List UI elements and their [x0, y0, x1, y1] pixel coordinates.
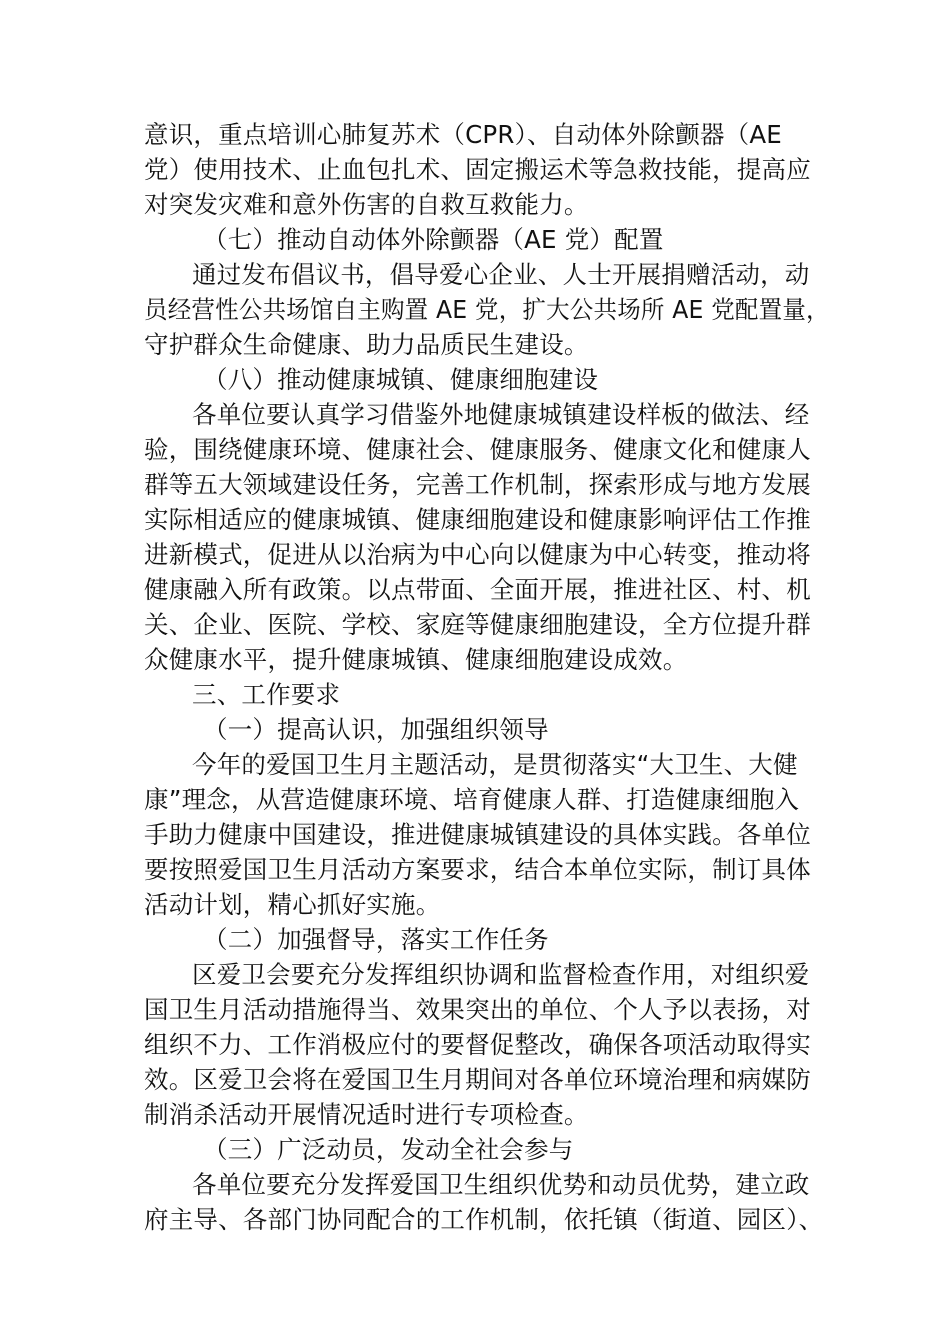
text-line: 实际相适应的健康城镇、健康细胞建设和健康影响评估工作推: [144, 505, 811, 534]
text-line: 进新模式，促进从以治病为中心向以健康为中心转变，推动将: [144, 540, 811, 569]
section-heading: （一）提高认识，加强组织领导: [203, 715, 549, 744]
text-line: 国卫生月活动措施得当、效果突出的单位、个人予以表扬，对: [144, 995, 811, 1024]
text-line: 对突发灾难和意外伤害的自救互救能力。: [144, 190, 589, 219]
text-line: 守护群众生命健康、助力品质民生建设。: [144, 330, 589, 359]
text-line: 众健康水平，提升健康城镇、健康细胞建设成效。: [144, 645, 688, 674]
section-heading: （八）推动健康城镇、健康细胞建设: [203, 365, 599, 394]
text-line: 群等五大领域建设任务，完善工作机制，探索形成与地方发展: [144, 470, 811, 499]
chapter-heading: 三、工作要求: [192, 680, 341, 709]
section-heading: （三）广泛动员，发动全社会参与: [203, 1135, 574, 1164]
text-line: 手助力健康中国建设，推进健康城镇建设的具体实践。各单位: [144, 820, 811, 849]
section-heading: （二）加强督导，落实工作任务: [203, 925, 549, 954]
text-line: 健康融入所有政策。以点带面、全面开展，推进社区、村、机: [144, 575, 811, 604]
text-line: 效。区爱卫会将在爱国卫生月期间对各单位环境治理和病媒防: [144, 1065, 811, 1094]
text-line: 今年的爱国卫生月主题活动，是贯彻落实“大卫生、大健: [192, 750, 798, 779]
text-line: 意识，重点培训心肺复苏术（CPR）、自动体外除颤器（AE: [144, 120, 782, 149]
text-line: 活动计划，精心抓好实施。: [144, 890, 441, 919]
text-line: 各单位要充分发挥爱国卫生组织优势和动员优势，建立政: [192, 1170, 810, 1199]
text-line: 组织不力、工作消极应付的要督促整改，确保各项活动取得实: [144, 1030, 811, 1059]
text-line: 制消杀活动开展情况适时进行专项检查。: [144, 1100, 589, 1129]
text-line: 通过发布倡议书，倡导爱心企业、人士开展捐赠活动，动: [192, 260, 810, 289]
text-line: 党）使用技术、止血包扎术、固定搬运术等急救技能，提高应: [144, 155, 811, 184]
text-line: 关、企业、医院、学校、家庭等健康细胞建设，全方位提升群: [144, 610, 811, 639]
text-line: 康”理念，从营造健康环境、培育健康人群、打造健康细胞入: [144, 785, 800, 814]
text-line: 府主导、各部门协同配合的工作机制，依托镇（街道、园区）、: [144, 1205, 824, 1234]
text-line: 各单位要认真学习借鉴外地健康城镇建设样板的做法、经: [192, 400, 810, 429]
text-line: 验，围绕健康环境、健康社会、健康服务、健康文化和健康人: [144, 435, 811, 464]
text-line: 员经营性公共场馆自主购置 AE 党，扩大公共场所 AE 党配置量，: [144, 295, 830, 324]
text-line: 要按照爱国卫生月活动方案要求，结合本单位实际，制订具体: [144, 855, 811, 884]
section-heading: （七）推动自动体外除颤器（AE 党）配置: [203, 225, 664, 254]
text-line: 区爱卫会要充分发挥组织协调和监督检查作用，对组织爱: [192, 960, 810, 989]
